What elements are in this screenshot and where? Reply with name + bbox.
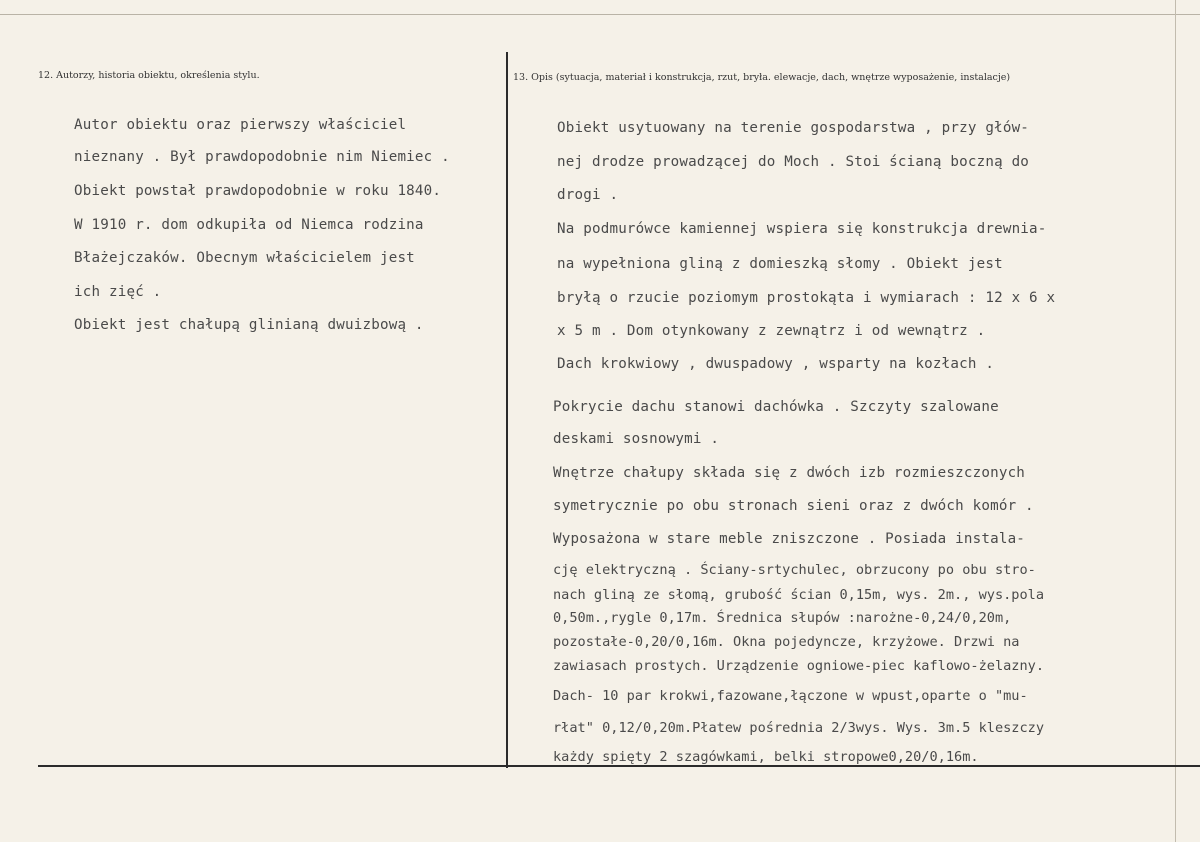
right-text-line: cję elektryczną . Ściany-srtychulec, obrzucony po obu stro- [553,562,1036,578]
right-text-line: Wnętrze chałupy składa się z dwóch izb rozmieszczonych [553,465,1026,481]
right-text-line: x 5 m . Dom otynkowany z zewnątrz i od wewnątrz . [557,323,986,339]
right-text-line: rłat" 0,12/0,20m.Płatew pośrednia 2/3wys. Wys. 3m.5 kleszczy [553,720,1045,736]
left-text-line: ich zięć . [74,284,162,300]
right-text-line: Na podmurówce kamiennej wspiera się konstrukcja drewnia- [557,221,1047,237]
section-13-heading: 13. Opis (sytuacja, materiał i konstrukcja, rzut, bryła. elewacje, dach, wnętrze wyposażenie, instalacje) [513,72,1011,83]
right-text-line: bryłą o rzucie poziomym prostokąta i wymiarach : 12 x 6 x [557,290,1056,306]
right-text-line: każdy spięty 2 szagówkami, belki stropowe0,20/0,16m. [553,749,979,765]
right-text-line: Dach krokwiowy , dwuspadowy , wsparty na kozłach . [557,356,995,372]
left-text-line: Obiekt jest chałupą glinianą dwuizbową . [74,317,424,333]
bottom-rule [38,765,1200,767]
section-12-heading: 12. Autorzy, historia obiektu, określenia stylu. [38,70,260,81]
card-top-edge [0,0,1200,15]
right-text-line: Wyposażona w stare meble zniszczone . Posiada instala- [553,531,1026,547]
left-text-line: W 1910 r. dom odkupiła od Niemca rodzina [74,217,424,233]
right-text-line: pozostałe-0,20/0,16m. Okna pojedyncze, krzyżowe. Drzwi na [553,634,1020,650]
right-text-line: Dach- 10 par krokwi,fazowane,łączone w wpust,oparte o "mu- [553,688,1028,704]
right-text-line: Pokrycie dachu stanowi dachówka . Szczyty szalowane [553,399,999,415]
right-text-line: na wypełniona gliną z domieszką słomy . Obiekt jest [557,256,1003,272]
right-text-line: deskami sosnowymi . [553,431,720,447]
column-divider [506,52,508,768]
right-text-line: symetrycznie po obu stronach sieni oraz z dwóch komór . [553,498,1034,514]
left-text-line: Błażejczaków. Obecnym właścicielem jest [74,250,415,266]
right-text-line: Obiekt usytuowany na terenie gospodarstwa , przy głów- [557,120,1030,136]
card-right-edge [1175,0,1200,842]
right-text-line: 0,50m.,rygle 0,17m. Średnica słupów :narożne-0,24/0,20m, [553,610,1012,626]
right-text-line: zawiasach prostych. Urządzenie ogniowe-piec kaflowo-żelazny. [553,658,1045,674]
right-text-line: nej drodze prowadzącej do Moch . Stoi ścianą boczną do [557,154,1030,170]
left-text-line: Autor obiektu oraz pierwszy właściciel [74,117,407,133]
right-text-line: drogi . [557,187,619,203]
right-text-line: nach gliną ze słomą, grubość ścian 0,15m, wys. 2m., wys.pola [553,587,1045,603]
left-text-line: nieznany . Był prawdopodobnie nim Niemiec . [74,149,450,165]
left-text-line: Obiekt powstał prawdopodobnie w roku 1840. [74,183,442,199]
